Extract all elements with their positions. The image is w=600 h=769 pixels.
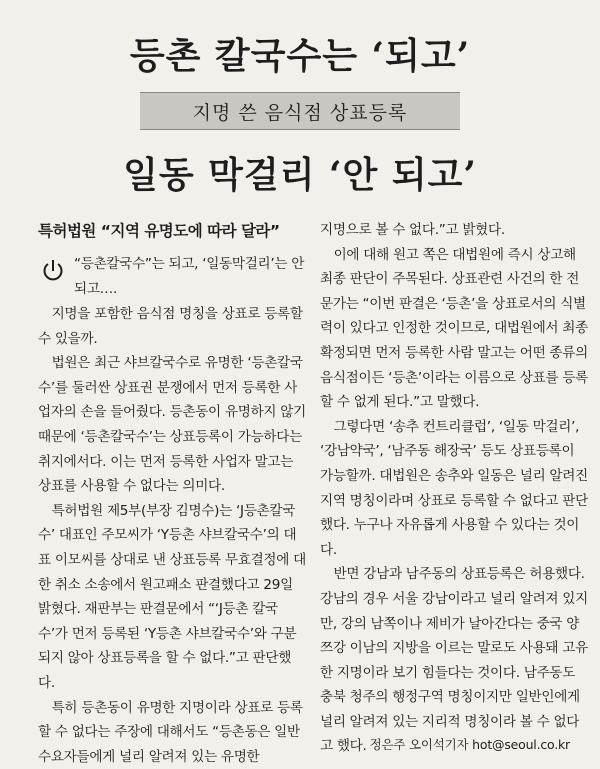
headline-bottom: 일동 막걸리 ‘안 되고’ <box>0 147 600 198</box>
paragraph: 이에 대해 원고 쪽은 대법원에 즉시 상고해 최종 판단이 주목된다. 상표관련 사건의 한 전문가는 “이번 판결은 ‘등촌’을 상표로서의 식별력이 있다고 인정한 것이므로, 대법원에서 최종 확정되면 먼저 등록한 사람 말고는 어떤 종류의 음식점이든 ‘등촌’이라는 이름으로 상표를 등록할 수 없게 된다.”고 말했다. <box>320 243 588 415</box>
section-title: 특허법원 “지역 유명도에 따라 달라” <box>38 218 306 244</box>
headline-top: 등촌 칼국수는 ‘되고’ <box>0 28 600 79</box>
lead-paragraph <box>38 252 306 302</box>
subheadline: 지명 쓴 음식점 상표등록 <box>193 98 408 125</box>
subheadline-box <box>140 92 460 130</box>
article-column-left <box>38 218 306 769</box>
article-column-right <box>320 218 588 759</box>
byline: 정은주 오이석기자 hot@seoul.co.kr <box>370 735 570 753</box>
paragraph: 법원은 최근 샤브칼국수로 유명한 ‘등촌칼국수’를 둘러싼 상표권 분쟁에서 먼저 등록한 사업자의 손을 들어줬다. 등촌동이 유명하지 않기 때문에 ‘등촌칼국수’는 상표등록이 가능하다는 취지에서다. 이는 먼저 등록한 사업자 말고는 상표를 사용할 수 없다는 의미다. <box>38 351 306 499</box>
power-icon <box>40 257 66 283</box>
paragraph: 특허법원 제5부(부장 김명수)는 ‘J등촌칼국수’ 대표인 주모씨가 ‘Y등촌 샤브칼국수’의 대표 이모씨를 상대로 낸 상표등록 무효결정에 대한 취소 소송에서 원고패소 판결했다고 29일 밝혔다. 재판부는 판결문에서 “‘J등촌 칼국수’가 먼저 등록된 ‘Y등촌 샤브칼국수’와 구분되지 않아 상표등록을 할 수 없다.”고 판단했다. <box>38 499 306 696</box>
paragraph: 지명을 포함한 음식점 명칭을 상표로 등록할 수 있을까. <box>38 302 306 351</box>
paragraph: 그렇다면 ‘송추 컨트리클럽’, ‘일동 막걸리’, ‘강남약국’, ‘남주동 해장국’ 등도 상표등록이 가능할까. 대법원은 송추와 일동은 널리 알려진 지역 명칭이라며 상표로 등록할 수 없다고 판단했다. 누구나 자유롭게 사용할 수 있다는 것이다. <box>320 415 588 563</box>
paragraph: 지명으로 볼 수 없다.”고 밝혔다. <box>320 218 588 243</box>
lead-text: “등촌칼국수”는 되고, ‘일동막걸리’는 안 되고…. <box>74 252 306 301</box>
paragraph: 반면 강남과 남주동의 상표등록은 허용했다. 강남의 경우 서울 강남이라고 널리 알려져 있지만, 강의 남쪽이나 제비가 날아간다는 중국 양쯔강 이남의 지방을 이르는 말로도 사용돼 고유한 지명이라 보기 힘들다는 것이다. 남주동도 충북 청주의 행정구역 명칭이지만 일반인에게 널리 알려져 있는 지리적 명칭이라 볼 수 없다고 했다. <box>320 562 588 759</box>
paragraph: 특히 등촌동이 유명한 지명이라 상표로 등록할 수 없다는 주장에 대해서도 “등촌동은 일반 수요자들에게 널리 알려져 있는 유명한 <box>38 696 306 769</box>
